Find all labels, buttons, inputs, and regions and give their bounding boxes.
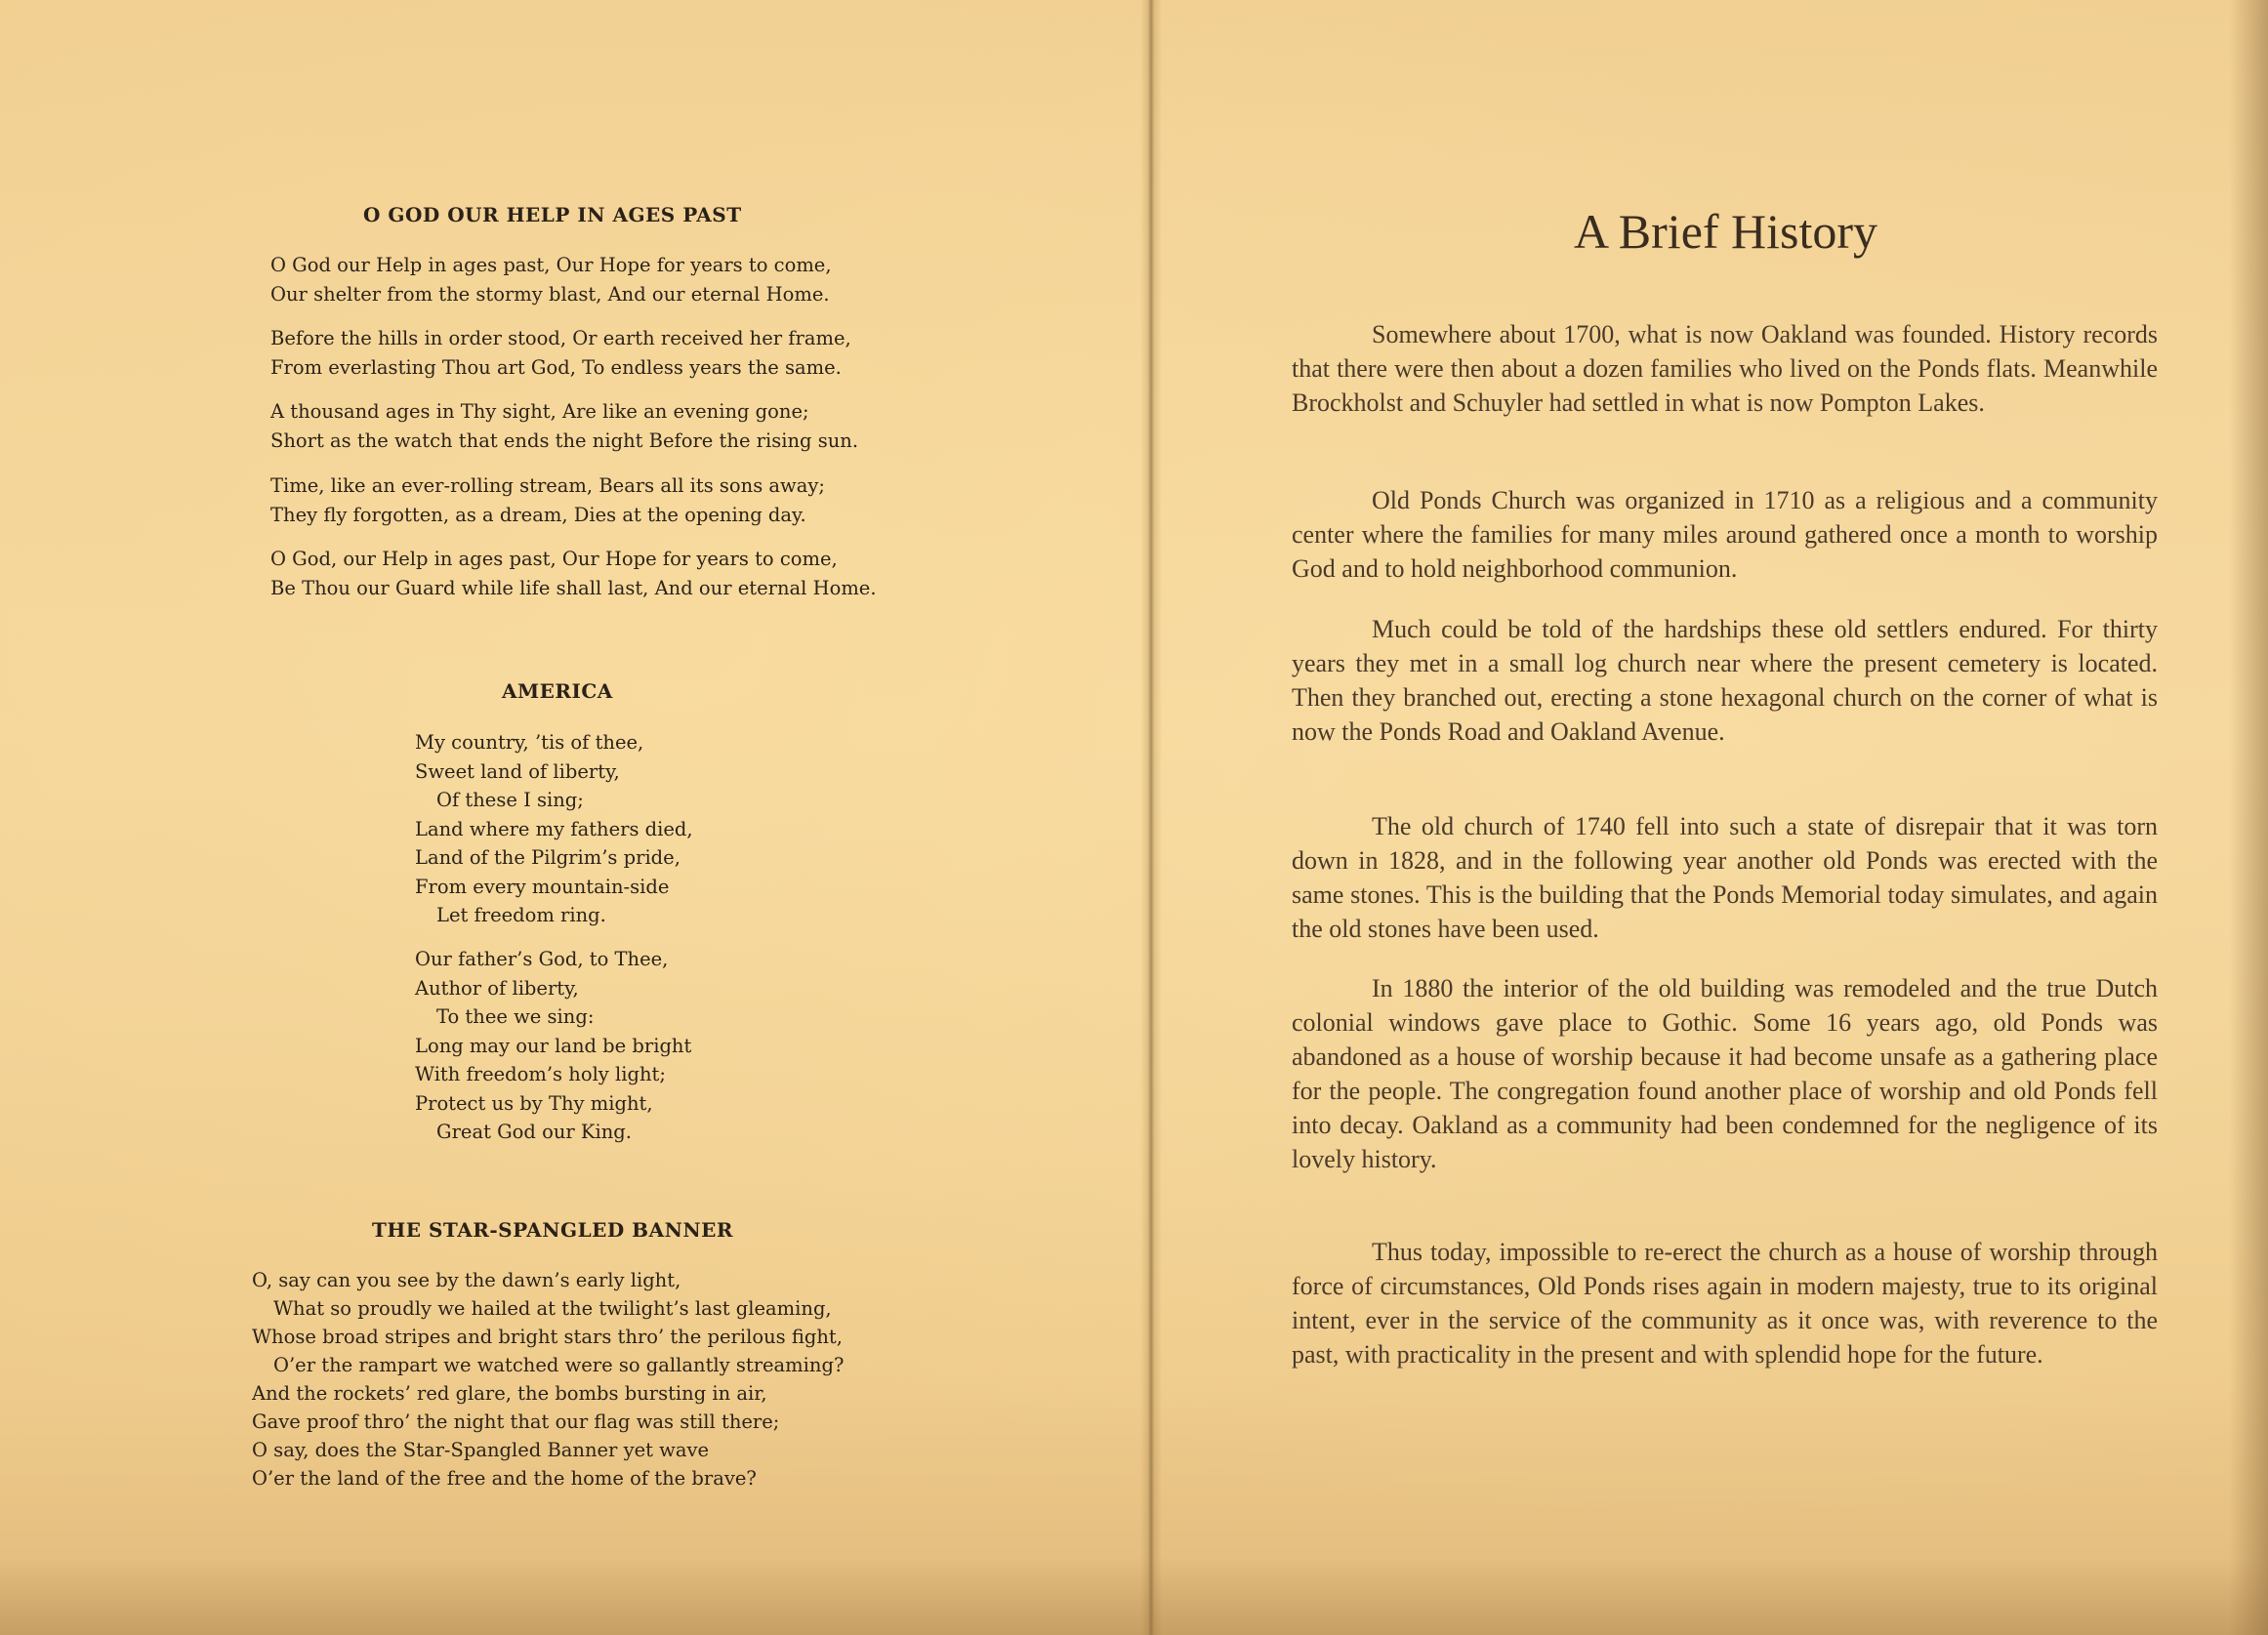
verse-line: Be Thou our Guard while life shall last, And our eternal Home. [270, 577, 877, 599]
verse-line: Author of liberty, [415, 976, 579, 1000]
history-paragraph: The old church of 1740 fell into such a state of disrepair that it was torn down in 1828, and in the following year another old Ponds was erected with the same stones. This is the building that the Ponds Memorial today simulates, and again the old stones have been used. [1292, 812, 2158, 943]
verse-line: Protect us by Thy might, [415, 1091, 653, 1115]
verse-line: Land where my fathers died, [415, 817, 693, 840]
verse-line: And the rockets’ red glare, the bombs bursting in air, [252, 1382, 767, 1405]
verse-line: My country, ’tis of thee, [415, 731, 644, 754]
hymn-verse [252, 1266, 844, 1492]
hymn-title-star-spangled-banner: THE STAR-SPANGLED BANNER [372, 1218, 734, 1242]
verse-line: With freedom’s holy light; [415, 1063, 666, 1085]
verse-line: They fly forgotten, as a dream, Dies at the opening day. [270, 504, 806, 526]
hymn-title-o-god: O GOD OUR HELP IN AGES PAST [363, 203, 742, 226]
verse-line: Land of the Pilgrim’s pride, [415, 846, 680, 869]
verse-line: A thousand ages in Thy sight, Are like an evening gone; [270, 400, 809, 423]
verse-line: O God, our Help in ages past, Our Hope for years to come, [270, 548, 838, 570]
verse-line: Long may our land be bright [415, 1034, 692, 1057]
verse-line: Gave proof thro’ the night that our flag was still there; [252, 1410, 780, 1433]
hymn-verse [270, 397, 858, 456]
hymn-verse [270, 545, 877, 603]
verse-line: Great God our King. [436, 1121, 632, 1143]
history-paragraph: In 1880 the interior of the old building was remodeled and the true Dutch colonial windows gave place to Gothic. Some 16 years ago, old Ponds was abandoned as a house of worship because it had become unsafe as a gathering place for the people. The congregation found another place of worship and old Ponds fell into decay. Oakland as a community had been condemned for the negligence of its lovely history. [1292, 974, 2158, 1173]
verse-line: What so proudly we hailed at the twilight’s last gleaming, [273, 1297, 832, 1320]
history-paragraph: Somewhere about 1700, what is now Oakland was founded. History records that there were then about a dozen families who lived on the Ponds flats. Meanwhile Brockholst and Schuyler had settled in what is now Pompton Lakes. [1292, 320, 2158, 417]
hymn-title-america: AMERICA [502, 679, 613, 703]
history-paragraph: Thus today, impossible to re-erect the church as a house of worship through force of circumstances, Old Ponds rises again in modern majesty, true to its original intent, ever in the service of the community as it once was, with reverence to the past, with practicality in the present and with splendid hope for the future. [1292, 1238, 2158, 1369]
history-paragraph: Much could be told of the hardships these old settlers endured. For thirty years they met in a small log church near where the present cemetery is located. Then they branched out, erecting a stone hexagonal church on the corner of what is now the Ponds Road and Oakland Avenue. [1292, 615, 2158, 746]
verse-line: O God our Help in ages past, Our Hope for years to come, [270, 254, 832, 276]
verse-line: O, say can you see by the dawn’s early light, [252, 1269, 681, 1291]
verse-line: To thee we sing: [436, 1005, 595, 1028]
verse-line: Before the hills in order stood, Or earth received her frame, [270, 327, 851, 349]
hymn-verse [270, 324, 851, 383]
verse-line: O’er the land of the free and the home of the brave? [252, 1467, 757, 1490]
hymn-verse [270, 251, 832, 309]
verse-line: Our father’s God, to Thee, [415, 948, 669, 970]
page-title: A Brief History [1573, 204, 1878, 259]
history-paragraph: Old Ponds Church was organized in 1710 as a religious and a community center where the families for many miles around gathered once a month to worship God and to hold neighborhood communion. [1292, 486, 2158, 583]
hymn-verse [415, 728, 693, 930]
verse-line: Short as the watch that ends the night Before the rising sun. [270, 429, 859, 452]
hymn-verse [415, 945, 691, 1147]
verse-line: Of these I sing; [436, 789, 584, 811]
verse-line: Sweet land of liberty, [415, 759, 620, 783]
center-gutter [1140, 0, 1162, 1635]
verse-line: Whose broad stripes and bright stars thro’ the perilous fight, [252, 1326, 843, 1348]
verse-line: Our shelter from the stormy blast, And our eternal Home. [270, 283, 830, 306]
right-page [1162, 0, 2268, 1635]
verse-line: O say, does the Star-Spangled Banner yet wave [252, 1439, 710, 1461]
verse-line: Let freedom ring. [436, 904, 606, 926]
verse-line: From every mountain-side [415, 875, 670, 898]
verse-line: From everlasting Thou art God, To endless years the same. [270, 356, 842, 379]
hymn-verse [270, 471, 825, 530]
verse-line: Time, like an ever-rolling stream, Bears all its sons away; [270, 474, 825, 497]
verse-line: O’er the rampart we watched were so gallantly streaming? [273, 1354, 845, 1376]
